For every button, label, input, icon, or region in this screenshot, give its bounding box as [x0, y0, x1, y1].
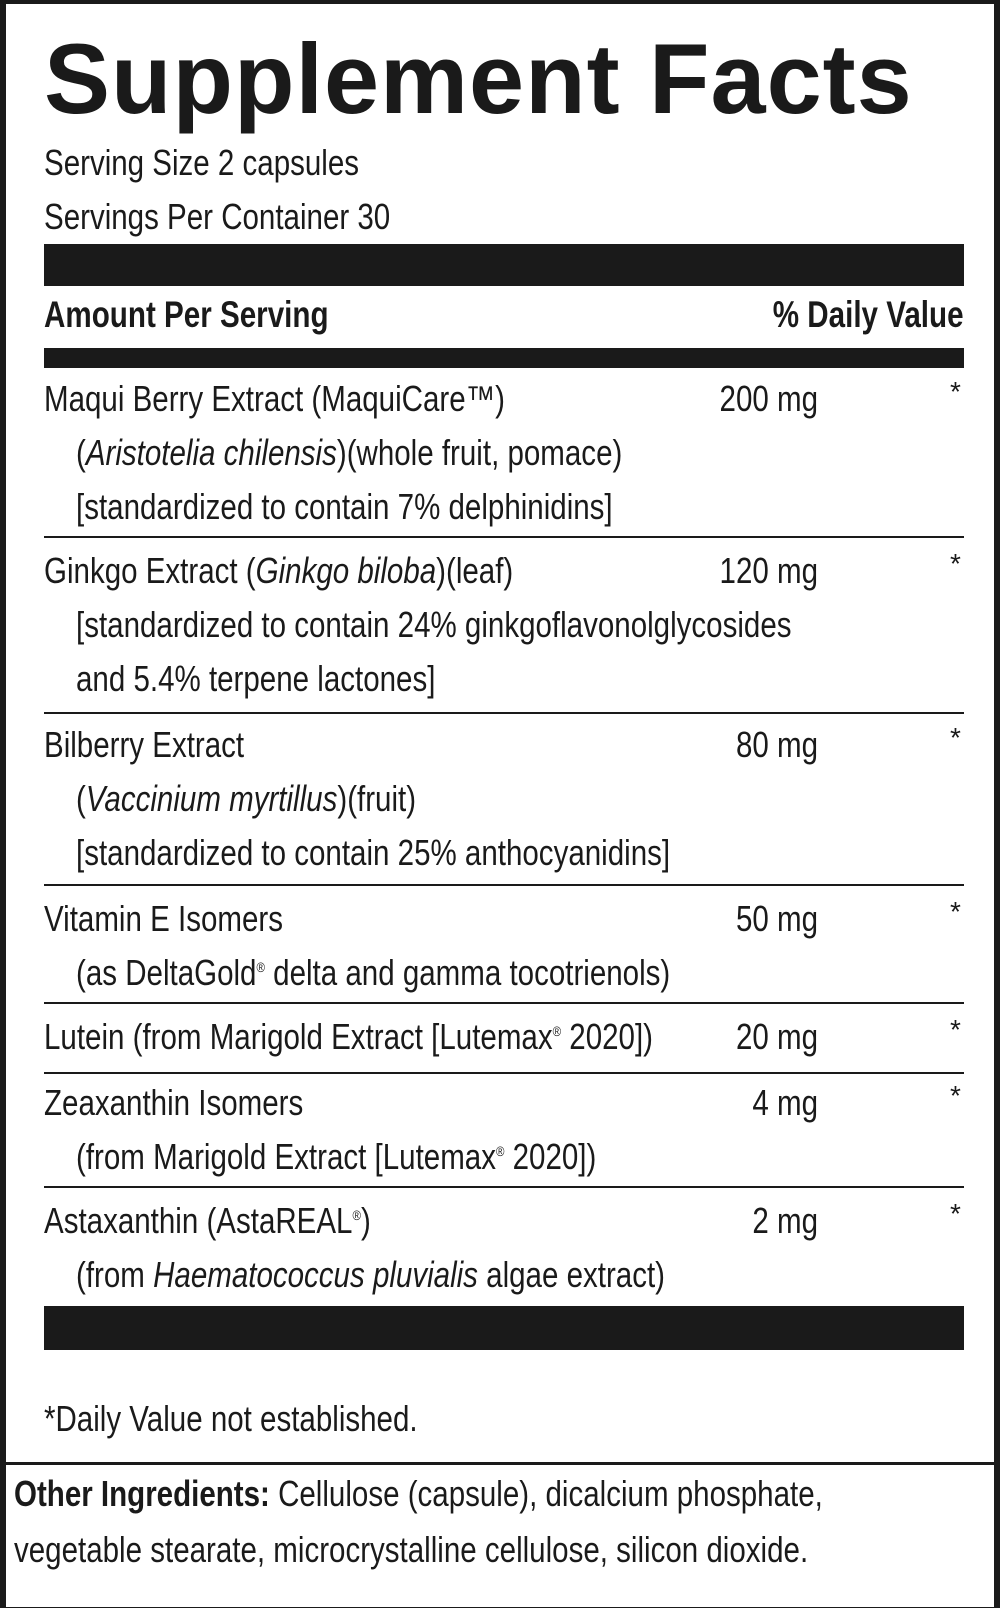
- daily-value-mark: *: [950, 548, 961, 579]
- ingredient-detail: and 5.4% terpene lactones]: [76, 658, 436, 699]
- serving-size: Serving Size 2 capsules: [44, 142, 360, 183]
- ingredient-name: Ginkgo Extract (Ginkgo biloba)(leaf): [44, 550, 514, 591]
- ingredient-detail: (from Haematococcus pluvialis algae extract): [76, 1254, 666, 1295]
- row-divider: [44, 1186, 964, 1188]
- ingredient-amount: 50 mg: [735, 898, 818, 939]
- ingredient-amount: 4 mg: [752, 1082, 818, 1123]
- daily-value-footnote: *Daily Value not established.: [44, 1398, 418, 1439]
- daily-value-mark: *: [950, 1014, 961, 1045]
- other-ingredients-section: [6, 1462, 994, 1607]
- ingredient-detail: (Aristotelia chilensis)(whole fruit, pomace): [76, 432, 623, 473]
- ingredient-name: Maqui Berry Extract (MaquiCare™): [44, 378, 505, 419]
- ingredient-name: Zeaxanthin Isomers: [44, 1082, 304, 1123]
- daily-value-mark: *: [950, 896, 961, 927]
- daily-value-mark: *: [950, 376, 961, 407]
- ingredient-name: Lutein (from Marigold Extract [Lutemax® 2020]): [44, 1016, 653, 1057]
- daily-value-mark: *: [950, 1080, 961, 1111]
- other-ingredients-line-1: Other Ingredients: Cellulose (capsule), dicalcium phosphate,: [14, 1473, 823, 1514]
- thick-divider-top: [44, 244, 964, 286]
- row-divider: [44, 1072, 964, 1074]
- ingredient-detail: (from Marigold Extract [Lutemax® 2020]): [76, 1136, 597, 1177]
- ingredient-detail: (as DeltaGold® delta and gamma tocotrienols): [76, 952, 671, 993]
- ingredient-name: Vitamin E Isomers: [44, 898, 283, 939]
- ingredient-amount: 20 mg: [735, 1016, 818, 1057]
- servings-per-container: Servings Per Container 30: [44, 196, 391, 237]
- panel-title: Supplement Facts: [44, 23, 913, 134]
- daily-value-mark: *: [950, 722, 961, 753]
- ingredient-amount: 120 mg: [719, 550, 818, 591]
- ingredient-detail: [standardized to contain 24% ginkgoflavonolglycosides: [76, 604, 792, 645]
- daily-value-header: % Daily Value: [773, 294, 964, 335]
- ingredient-amount: 2 mg: [752, 1200, 818, 1241]
- ingredient-detail: (Vaccinium myrtillus)(fruit): [76, 778, 417, 819]
- ingredient-detail: [standardized to contain 25% anthocyanidins]: [76, 832, 671, 873]
- row-divider: [44, 884, 964, 886]
- row-divider: [44, 712, 964, 714]
- medium-divider: [44, 348, 964, 368]
- amount-per-serving-header: Amount Per Serving: [44, 294, 329, 335]
- thick-divider-bottom: [44, 1306, 964, 1350]
- ingredient-amount: 80 mg: [735, 724, 818, 765]
- row-divider: [44, 1002, 964, 1004]
- ingredient-detail: [standardized to contain 7% delphinidins]: [76, 486, 613, 527]
- ingredient-name: Bilberry Extract: [44, 724, 245, 765]
- supplement-facts-panel: [6, 4, 994, 1604]
- ingredient-amount: 200 mg: [719, 378, 818, 419]
- daily-value-mark: *: [950, 1198, 961, 1229]
- row-divider: [44, 536, 964, 538]
- ingredient-name: Astaxanthin (AstaREAL®): [44, 1200, 371, 1241]
- other-ingredients-line-2: vegetable stearate, microcrystalline cellulose, silicon dioxide.: [14, 1529, 809, 1570]
